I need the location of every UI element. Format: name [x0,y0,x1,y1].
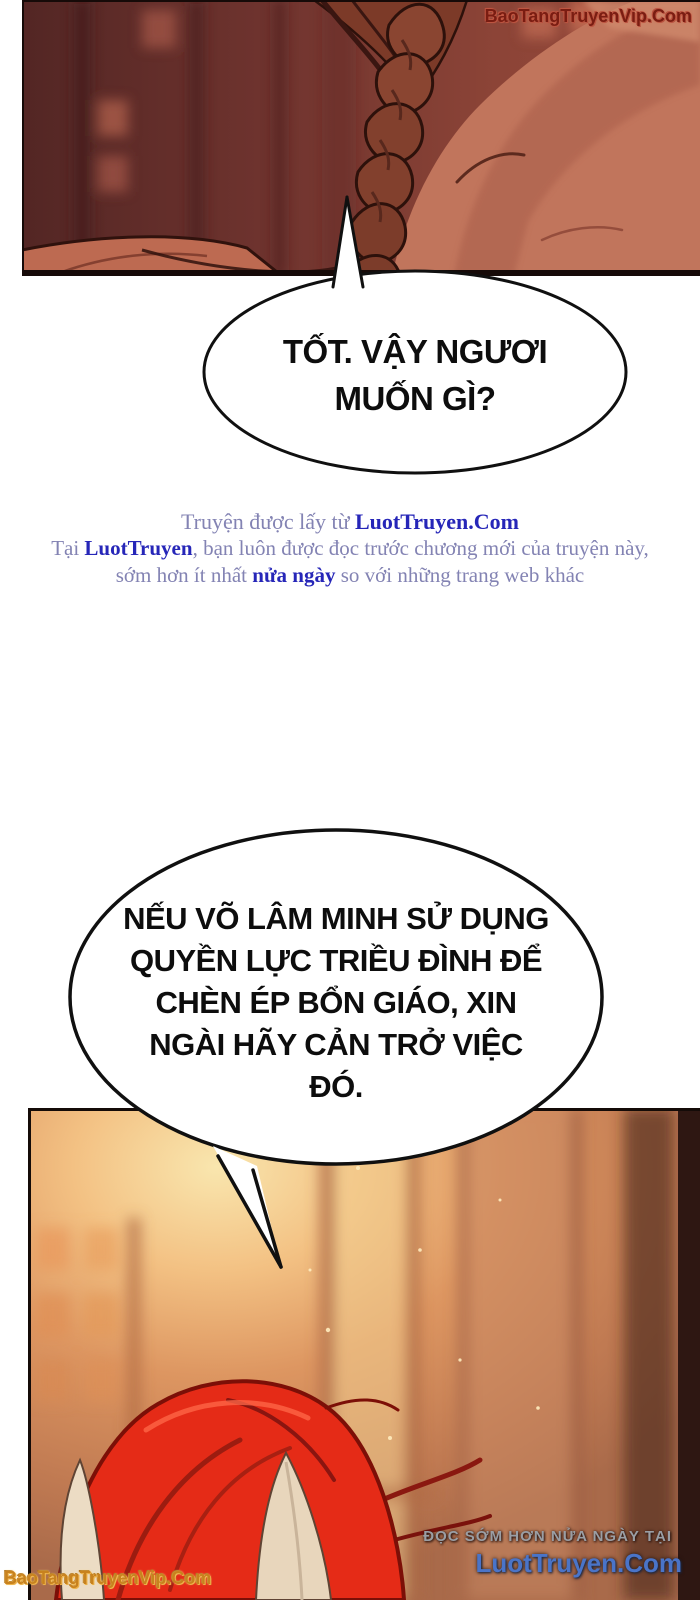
promo-line-2 [0,535,700,562]
promo-line2-post: , bạn luôn được đọc trước chương mới của truyện này, [192,536,649,560]
promo-line-1 [0,508,700,535]
footer-site-name: LuotTruyen.Com [475,1548,682,1578]
speech-line: NẾU VÕ LÂM MINH SỬ DỤNG [123,901,549,936]
promo-line-3 [0,562,700,589]
footer-tagline: ĐỌC SỚM HƠN NỬA NGÀY TẠI [423,1528,672,1545]
watermark-top-right: BaoTangTruyenVip.Com [484,6,692,26]
speech-line: QUYỀN LỰC TRIỀU ĐÌNH ĐỂ [129,943,543,978]
speech-text-top [215,328,615,422]
speech-line: TỐT. VẬY NGƯƠI [282,333,548,370]
promo-line3-post: so với những trang web khác [335,563,585,587]
promo-line3-pre: sớm hơn ít nhất [115,563,253,587]
speech-line: ĐÓ. [309,1069,363,1104]
promo-site-name: LuotTruyen [84,536,193,560]
speech-line: MUỐN GÌ? [334,380,496,417]
promo-site-name: LuotTruyen.Com [355,509,519,534]
speech-line: CHÈN ÉP BỔN GIÁO, XIN [155,985,517,1020]
promo-text-block [0,508,700,589]
promo-highlight: nửa ngày [252,563,336,587]
speech-text-bottom [96,898,576,1108]
promo-line1-text: Truyện được lấy từ [181,509,355,534]
speech-line: NGÀI HÃY CẢN TRỞ VIỆC [149,1027,523,1062]
watermark-bottom-left: BaoTangTruyenVip.Com [4,1568,212,1588]
promo-line2-pre: Tại [51,536,85,560]
